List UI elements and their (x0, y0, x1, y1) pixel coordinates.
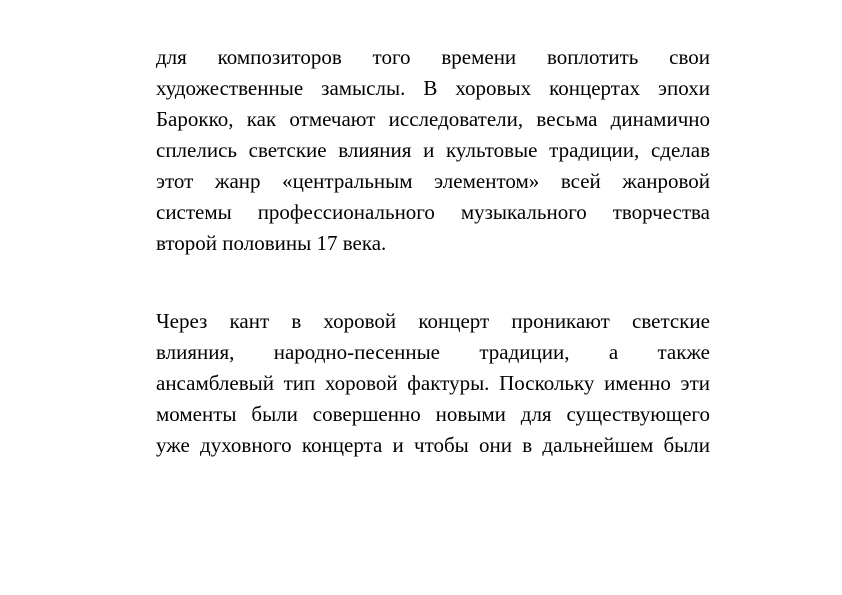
text-line: уже духовного концерта и чтобы они в дальнейшем были (156, 433, 710, 457)
text-line: художественные замыслы. В хоровых концертах эпохи (156, 76, 710, 100)
paragraph-1 (156, 42, 710, 259)
text-line: Через кант в хоровой концерт проникают светские (156, 309, 710, 333)
text-line: сплелись светские влияния и культовые традиции, сделав (156, 138, 710, 162)
text-line: этот жанр «центральным элементом» всей жанровой (156, 169, 710, 193)
text-line: влияния, народно-песенные традиции, а также (156, 340, 710, 364)
text-line: второй половины 17 века. (156, 231, 387, 255)
text-line: системы профессионального музыкального творчества (156, 200, 710, 224)
text-line: Барокко, как отмечают исследователи, весьма динамично (156, 107, 710, 131)
text-line: для композиторов того времени воплотить свои (156, 45, 710, 69)
text-line: моменты были совершенно новыми для существующего (156, 402, 710, 426)
paragraph-2 (156, 306, 710, 461)
text-line: ансамблевый тип хоровой фактуры. Поскольку именно эти (156, 371, 710, 395)
